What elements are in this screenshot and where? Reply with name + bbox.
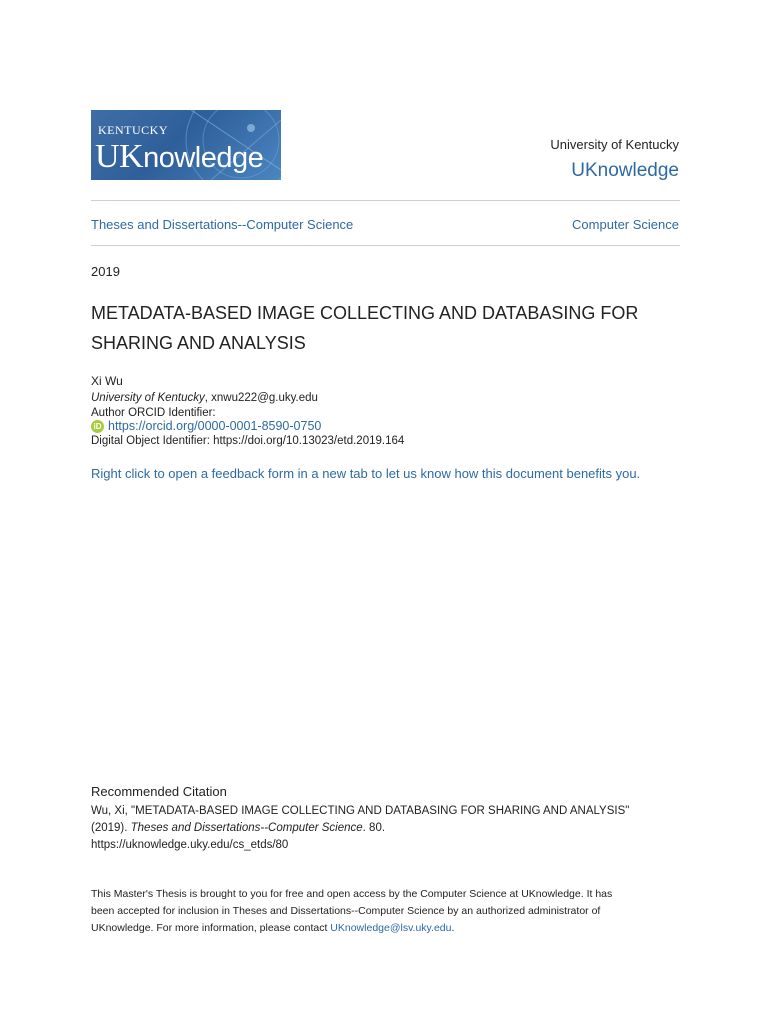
orcid-url[interactable]: https://orcid.org/0000-0001-8590-0750: [108, 419, 322, 433]
collection-link[interactable]: Theses and Dissertations--Computer Science: [91, 217, 354, 232]
footer-period: .: [451, 922, 455, 934]
footer-line-1: This Master's Thesis is brought to you for free and open access by the Computer Science at UKnowledge. It has: [91, 888, 613, 900]
citation-line-2: [91, 820, 691, 837]
orcid-icon: iD: [91, 420, 104, 433]
citation-url[interactable]: https://uknowledge.uky.edu/cs_etds/80: [91, 839, 289, 851]
logo-kentucky-text: KENTUCKY: [98, 123, 168, 137]
university-name: University of Kentucky: [550, 137, 679, 152]
footer-contact-text: UKnowledge. For more information, please contact: [91, 922, 331, 934]
logo-nowledge-text: nowledge: [143, 142, 264, 174]
affiliation-name: University of Kentucky: [91, 392, 205, 404]
footer-line-3: [91, 920, 691, 937]
citation-line-1: Wu, Xi, "METADATA-BASED IMAGE COLLECTING AND DATABASING FOR SHARING AND ANALYSIS": [91, 805, 630, 817]
footer-notice: [91, 886, 691, 937]
logo-uknowledge-text: [95, 138, 263, 176]
citation-number: . 80.: [362, 822, 386, 834]
orcid-link[interactable]: [91, 419, 321, 433]
document-title: METADATA-BASED IMAGE COLLECTING AND DATABASING FOR SHARING AND ANALYSIS: [91, 303, 639, 353]
author-name: Xi Wu: [91, 374, 123, 388]
repository-name[interactable]: UKnowledge: [571, 160, 679, 181]
divider-bottom: [91, 245, 680, 246]
uknowledge-logo[interactable]: [91, 110, 281, 180]
citation-heading: Recommended Citation: [91, 784, 227, 799]
author-email: , xnwu222@g.uky.edu: [204, 392, 318, 404]
logo-uk-text: UK: [95, 138, 144, 175]
orcid-label: Author ORCID Identifier:: [91, 407, 216, 419]
department-link[interactable]: Computer Science: [572, 217, 679, 232]
citation-series: Theses and Dissertations--Computer Science: [130, 822, 363, 834]
citation-year: (2019).: [91, 822, 131, 834]
citation-body: [91, 803, 691, 854]
doi-text: Digital Object Identifier: https://doi.org/10.13023/etd.2019.164: [91, 435, 405, 447]
divider-top: [91, 200, 680, 201]
author-affiliation: [91, 392, 318, 404]
feedback-link[interactable]: Right click to open a feedback form in a new tab to let us know how this document benefits you.: [91, 466, 641, 481]
publication-year: 2019: [91, 264, 120, 279]
contact-email-link[interactable]: UKnowledge@lsv.uky.edu: [330, 922, 452, 934]
footer-line-2: been accepted for inclusion in Theses and Dissertations--Computer Science by an authorized administrator of: [91, 905, 601, 917]
